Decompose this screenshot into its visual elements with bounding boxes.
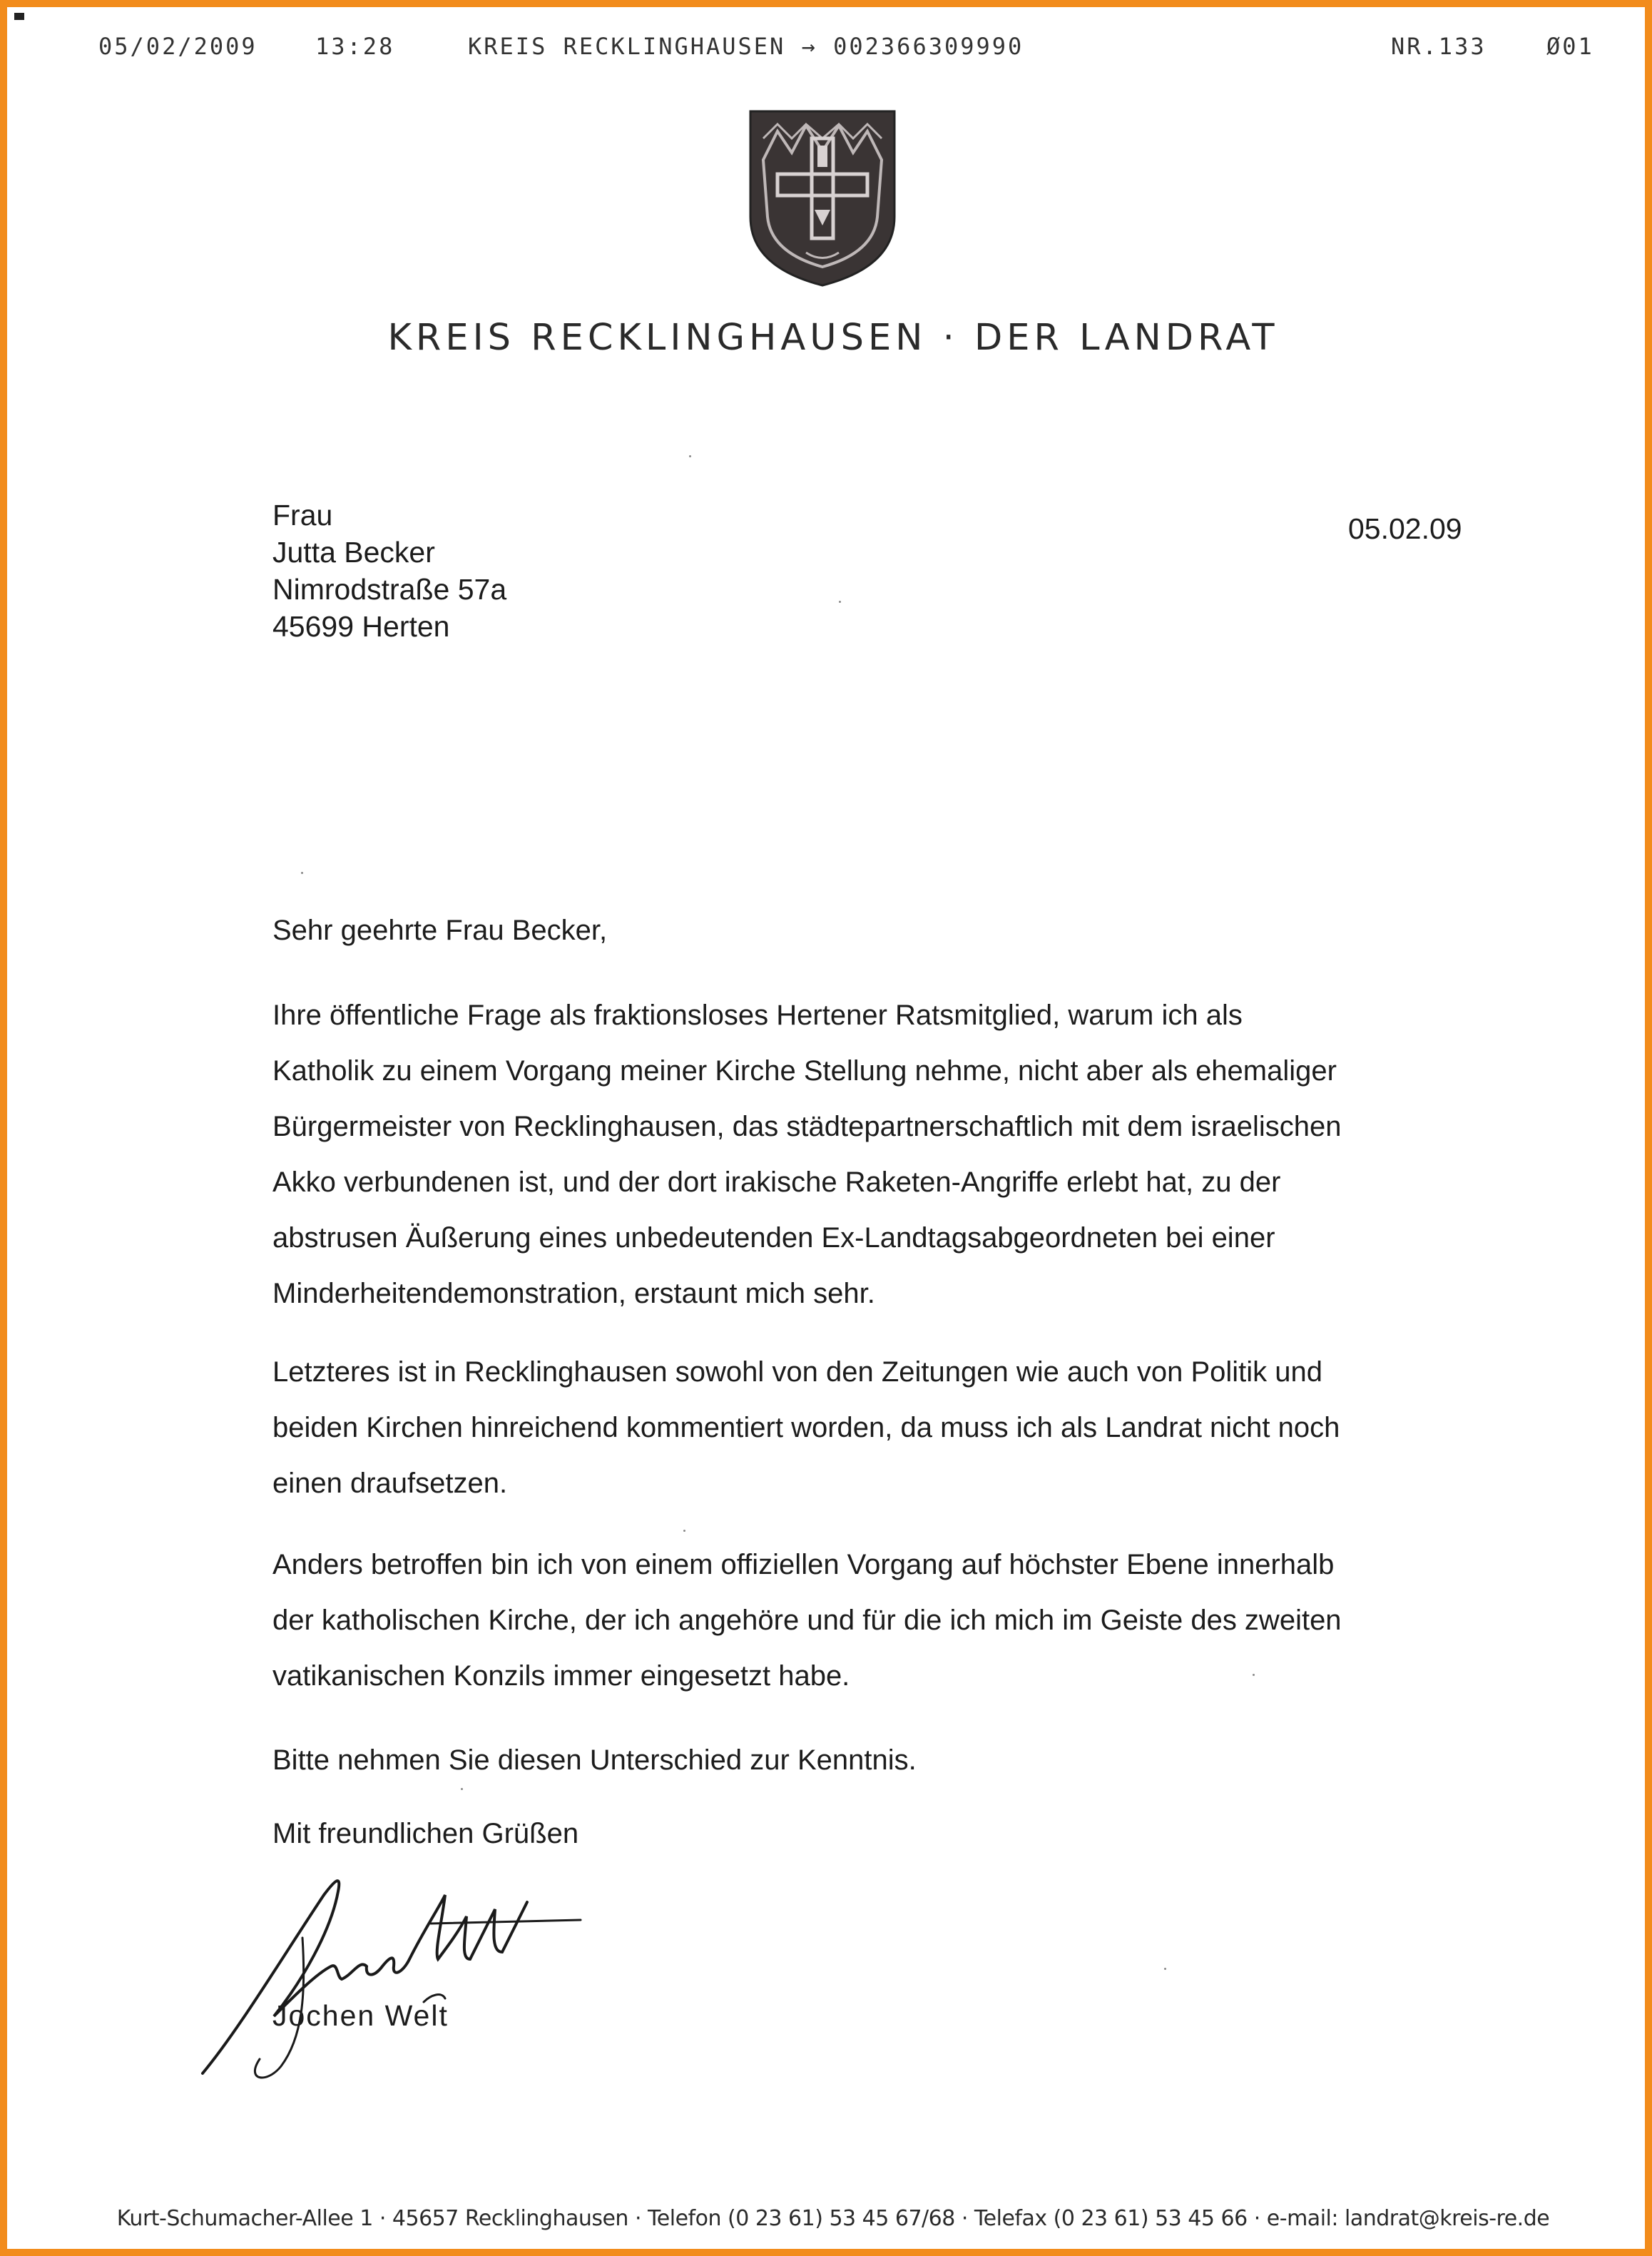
- text-line: Anders betroffen bin ich von einem offiziellen Vorgang auf höchster Ebene innerhalb: [272, 1549, 1335, 1580]
- scan-speck: [683, 1530, 685, 1532]
- recipient-line: 45699 Herten: [272, 610, 450, 643]
- text-line: einen draufsetzen.: [272, 1468, 508, 1499]
- recipient-address: [272, 497, 506, 645]
- scan-speck: [1253, 1674, 1255, 1676]
- salutation: Sehr geehrte Frau Becker,: [272, 915, 608, 946]
- text-line: vatikanischen Konzils immer eingesetzt habe.: [272, 1660, 850, 1692]
- fax-time: 13:28: [315, 33, 395, 60]
- footer-address: Kurt-Schumacher-Allee 1 · 45657 Recklinghausen · Telefon (0 23 61) 53 45 67/68 · Telefax (0 23 61) 53 45 66 · e-mail: landrat@kreis-re.de: [116, 2206, 1550, 2231]
- body-paragraph: [272, 1732, 1485, 1788]
- letterhead-title: KREIS RECKLINGHAUSEN · DER LANDRAT: [387, 317, 1279, 359]
- text-line: Akko verbundenen ist, und der dort irakische Raketen-Angriffe erlebt hat, zu der: [272, 1167, 1281, 1198]
- scan-speck: [461, 1788, 463, 1790]
- fax-page: Ø01: [1546, 33, 1594, 60]
- coat-of-arms-icon: [749, 110, 896, 287]
- text-line: Bitte nehmen Sie diesen Unterschied zur Kenntnis.: [272, 1744, 917, 1776]
- letter-date: 05.02.09: [1348, 512, 1462, 545]
- recipient-line: Nimrodstraße 57a: [272, 573, 507, 606]
- text-line: Bürgermeister von Recklinghausen, das städtepartnerschaftlich mit dem israelischen: [272, 1111, 1342, 1142]
- text-line: Ihre öffentliche Frage als fraktionsloses Hertener Ratsmitglied, warum ich als: [272, 1000, 1243, 1031]
- fax-route: KREIS RECKLINGHAUSEN → 002366309990: [468, 33, 1024, 60]
- text-line: beiden Kirchen hinreichend kommentiert worden, da muss ich als Landrat nicht noch: [272, 1412, 1340, 1443]
- fax-date: 05/02/2009: [98, 33, 258, 60]
- closing: Mit freundlichen Grüßen: [272, 1818, 579, 1849]
- scan-speck: [301, 872, 303, 874]
- scan-speck: [689, 455, 691, 457]
- recipient-line: Frau: [272, 499, 333, 532]
- recipient-line: Jutta Becker: [272, 536, 435, 569]
- text-line: abstrusen Äußerung eines unbedeutenden Ex-Landtagsabgeordneten bei einer: [272, 1222, 1275, 1254]
- body-paragraph: [272, 1344, 1485, 1511]
- scan-speck: [1164, 1968, 1166, 1970]
- fax-number: NR.133: [1391, 33, 1487, 60]
- signer-name: Jochen Welt: [272, 1999, 449, 2032]
- text-line: Katholik zu einem Vorgang meiner Kirche Stellung nehme, nicht aber als ehemaliger: [272, 1055, 1337, 1087]
- corner-mark: [14, 13, 24, 20]
- fax-header: [7, 33, 1645, 68]
- body-paragraph: [272, 1537, 1485, 1704]
- text-line: Letzteres ist in Recklinghausen sowohl von den Zeitungen wie auch von Politik und: [272, 1356, 1322, 1388]
- body-paragraph: [272, 987, 1485, 1321]
- text-line: Minderheitendemonstration, erstaunt mich sehr.: [272, 1278, 875, 1309]
- signature-icon: [195, 1852, 595, 2088]
- text-line: der katholischen Kirche, der ich angehöre und für die ich mich im Geiste des zweiten: [272, 1605, 1342, 1636]
- scan-speck: [839, 601, 841, 603]
